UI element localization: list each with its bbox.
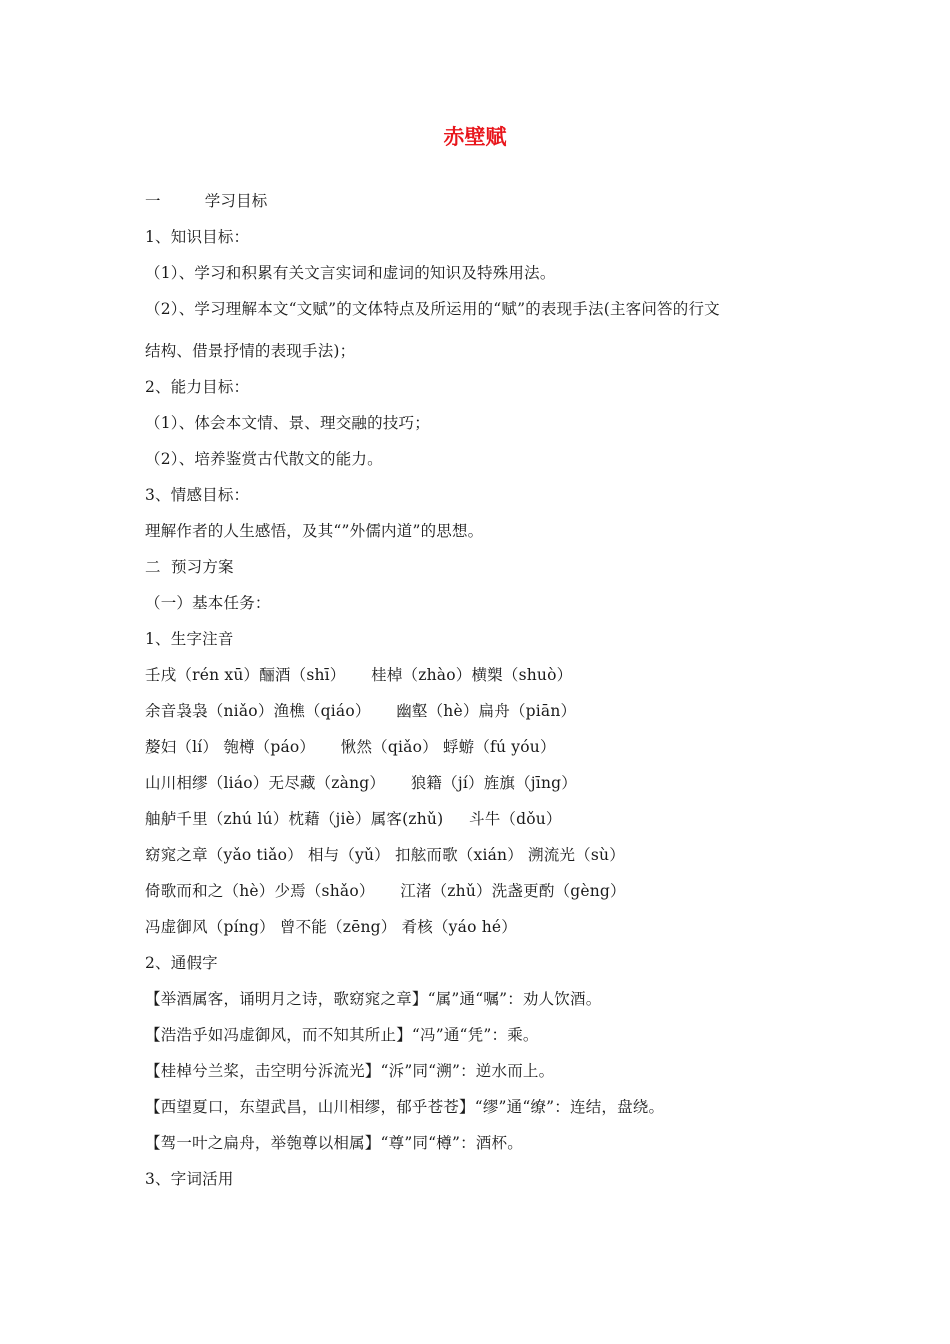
knowledge-goal-item-2: （2）、学习理解本文“文赋”的文体特点及所运用的“赋”的表现手法(主客问答的行文 (145, 300, 720, 318)
knowledge-goal-heading: 1、知识目标： (145, 228, 250, 246)
section-one-heading (145, 190, 268, 212)
tongjia-heading: 2、通假字 (145, 954, 218, 972)
ability-goal-item-1: （1）、体会本文情、景、理交融的技巧； (145, 414, 430, 432)
pinyin-heading: 1、生字注音 (145, 630, 234, 648)
tongjia-row: 【桂棹兮兰桨，击空明兮泝流光】“泝”同“溯”：逆水而上。 (145, 1062, 555, 1080)
page-title: 赤壁赋 (443, 125, 507, 149)
knowledge-goal-item-1: （1）、学习和积累有关文言实词和虚词的知识及特殊用法。 (145, 264, 556, 282)
pinyin-row: 壬戌（rén xū）酾酒（shī） 桂棹（zhào）横槊（shuò） (145, 666, 573, 684)
section-two-heading: 二 预习方案 (145, 558, 234, 576)
ciyu-heading: 3、字词活用 (145, 1170, 234, 1188)
section-number: 一 (145, 192, 161, 210)
pinyin-row: 余音袅袅（niǎo）渔樵（qiáo） 幽壑（hè）扁舟（piān） (145, 702, 577, 720)
pinyin-row: 嫠妇（lí） 匏樽（páo） 愀然（qiǎo） 蜉蝣（fú yóu） (145, 738, 556, 756)
pinyin-row: 舳舻千里（zhú lú）枕藉（jiè）属客(zhǔ) 斗牛（dǒu） (145, 810, 562, 828)
emotion-goal-item: 理解作者的人生感悟，及其“”外儒内道”的思想。 (145, 522, 484, 540)
ability-goal-item-2: （2）、培养鉴赏古代散文的能力。 (145, 450, 383, 468)
pinyin-row: 倚歌而和之（hè）少焉（shǎo） 江渚（zhǔ）洗盏更酌（gèng） (145, 882, 626, 900)
emotion-goal-heading: 3、情感目标： (145, 486, 250, 504)
tongjia-row: 【驾一叶之扁舟，举匏尊以相属】“尊”同“樽”：酒杯。 (145, 1134, 523, 1152)
pinyin-row: 山川相缪（liáo）无尽藏（zàng） 狼籍（jí）旌旗（jīng） (145, 774, 577, 792)
tongjia-row: 【西望夏口，东望武昌，山川相缪，郁乎苍苍】“缪”通“缭”：连结，盘绕。 (145, 1098, 665, 1116)
basic-task-heading: （一）基本任务： (145, 594, 271, 612)
tongjia-row: 【浩浩乎如冯虚御风，而不知其所止】“冯”通“凭”：乘。 (145, 1026, 539, 1044)
tongjia-row: 【举酒属客，诵明月之诗，歌窈窕之章】“属”通“嘱”：劝人饮酒。 (145, 990, 602, 1008)
knowledge-goal-item-2-continued: 结构、借景抒情的表现手法)； (145, 342, 356, 360)
section-title: 学习目标 (204, 192, 268, 210)
pinyin-row: 窈窕之章（yǎo tiǎo） 相与（yǔ） 扣舷而歌（xián） 溯流光（sù） (145, 846, 625, 864)
pinyin-row: 冯虚御风（píng） 曾不能（zēng） 肴核（yáo hé） (145, 918, 517, 936)
ability-goal-heading: 2、能力目标： (145, 378, 250, 396)
